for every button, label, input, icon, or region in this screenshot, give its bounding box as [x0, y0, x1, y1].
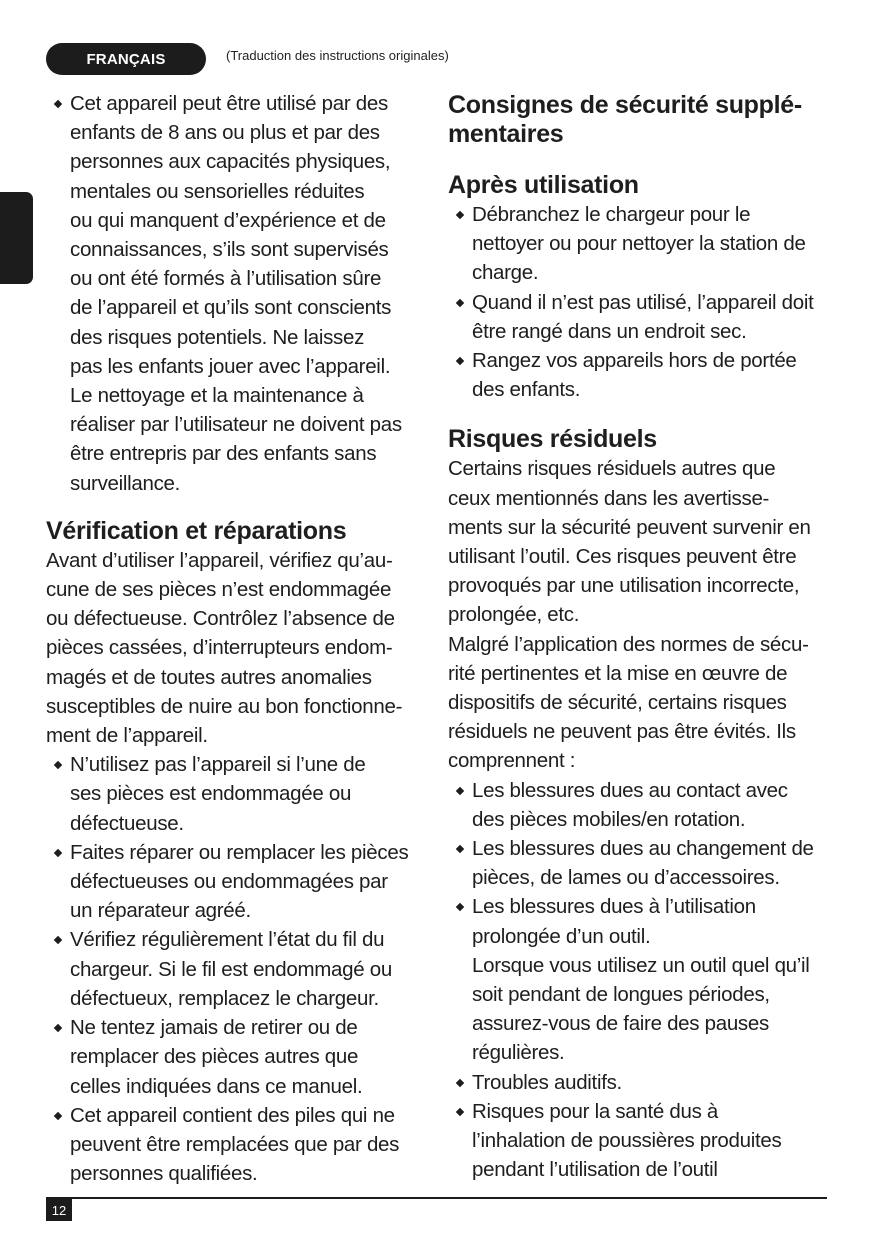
bullet-diamond-icon	[456, 211, 464, 219]
section-heading-additional-safety: Consignes de sécurité supplé- mentaires	[448, 91, 802, 148]
list-item-text: Les blessures dues au contact avec des pièces mobiles/en rotation.	[472, 778, 788, 831]
list-item	[448, 346, 833, 404]
footer-divider	[46, 1197, 827, 1199]
list-item-text: Les blessures dues à l’utilisation prolongée d’un outil. Lorsque vous utilisez un outil quel qu’il soit pendant de longues périodes, assurez-vous de faire des pauses régulières.	[472, 895, 810, 1065]
list-item-text: Ne tentez jamais de retirer ou de remplacer des pièces autres que celles indiquées dans ce manuel.	[70, 1016, 363, 1098]
list-item	[448, 288, 833, 346]
side-tab-marker	[0, 192, 33, 284]
list-item-text: Cet appareil contient des piles qui ne peuvent être remplacées que par des personnes qualifiées.	[70, 1103, 400, 1186]
section-heading-verification: Vérification et réparations	[46, 516, 347, 545]
bullet-diamond-icon	[456, 1078, 464, 1086]
list-item-text: Les blessures dues au changement de pièces, de lames ou d’accessoires.	[472, 837, 814, 890]
after-use-bullet-list	[448, 200, 833, 404]
bullet-diamond-icon	[456, 357, 464, 365]
list-item-text: Cet appareil peut être utilisé par des enfants de 8 ans ou plus et par des personnes aux capacités physiques, mentales ou sensorielles réduites ou qui manquent d’expérience et de connaissances, s’ils sont supervisés ou ont été formés à l’utilisation sûre de l’appareil et qu’ils sont conscients des risques potentiels. Ne laissez pas les enfants jouer avec l’appareil. Le nettoyage et la maintenance à réaliser par l’utilisateur ne doivent pas être entrepris par des enfants sans surveillance.	[70, 92, 402, 495]
bullet-diamond-icon	[456, 298, 464, 306]
list-item	[448, 834, 833, 892]
intro-bullet-list	[46, 89, 431, 498]
list-item	[46, 750, 431, 838]
bullet-diamond-icon	[456, 786, 464, 794]
list-item	[46, 89, 431, 498]
list-item	[448, 1097, 833, 1185]
list-item-text: Faites réparer ou remplacer les pièces défectueuses ou endommagées par un réparateur agréé.	[70, 840, 409, 923]
bullet-diamond-icon	[54, 1024, 62, 1032]
residual-paragraph-2: Malgré l’application des normes de sécu- rité pertinentes et la mise en œuvre de dispositifs de sécurité, certains risques résiduels ne peuvent pas être évités. Ils comprennent :	[448, 632, 809, 773]
list-item	[448, 776, 833, 834]
bullet-diamond-icon	[54, 1111, 62, 1119]
list-item-text: Troubles auditifs.	[472, 1070, 622, 1094]
bullet-diamond-icon	[456, 1108, 464, 1116]
bullet-diamond-icon	[54, 100, 62, 108]
left-column	[46, 89, 431, 1188]
verification-bullet-list	[46, 750, 431, 1188]
right-column	[448, 89, 833, 1185]
bullet-diamond-icon	[456, 845, 464, 853]
bullet-diamond-icon	[456, 903, 464, 911]
list-item-text: Vérifiez régulièrement l’état du fil du chargeur. Si le fil est endommagé ou défectueux, remplacez le chargeur.	[70, 928, 392, 1010]
residual-paragraph-1: Certains risques résiduels autres que ceux mentionnés dans les avertisse- ments sur la sécurité peuvent survenir en utilisant l’outil. Ces risques peuvent être provoqués par une utilisation incorrecte, prolongée, etc.	[448, 457, 811, 627]
list-item	[46, 1013, 431, 1101]
list-item	[46, 1101, 431, 1189]
list-item	[448, 1068, 833, 1097]
list-item-text: Risques pour la santé dus à l’inhalation de poussières produites pendant l’utilisation de l’outil	[472, 1099, 782, 1182]
list-item-text: Débranchez le chargeur pour le nettoyer ou pour nettoyer la station de charge.	[472, 203, 806, 285]
list-item-text: Quand il n’est pas utilisé, l’appareil doit être rangé dans un endroit sec.	[472, 290, 814, 343]
translation-note: (Traduction des instructions originales)	[226, 48, 449, 63]
language-badge: FRANÇAIS	[46, 43, 206, 75]
bullet-diamond-icon	[54, 936, 62, 944]
list-item	[448, 892, 833, 1067]
bullet-diamond-icon	[54, 849, 62, 857]
list-item-text: Rangez vos appareils hors de portée des enfants.	[472, 349, 797, 402]
residual-bullet-list	[448, 776, 833, 1185]
section-heading-after-use: Après utilisation	[448, 171, 639, 199]
list-item	[46, 838, 431, 926]
list-item	[46, 925, 431, 1013]
page-number: 12	[46, 1199, 72, 1221]
section-heading-residual-risks: Risques résiduels	[448, 425, 657, 454]
list-item-text: N’utilisez pas l’appareil si l’une de ses pièces est endommagée ou défectueuse.	[70, 753, 366, 835]
verification-paragraph: Avant d’utiliser l’appareil, vérifiez qu’au- cune de ses pièces n’est endommagée ou défectueuse. Contrôlez l’absence de pièces cassées, d’interrupteurs endom- magés et de toutes autres anomalies susceptibles de nuire au bon fonctionne- ment de l’appareil.	[46, 548, 403, 748]
bullet-diamond-icon	[54, 761, 62, 769]
list-item	[448, 200, 833, 288]
